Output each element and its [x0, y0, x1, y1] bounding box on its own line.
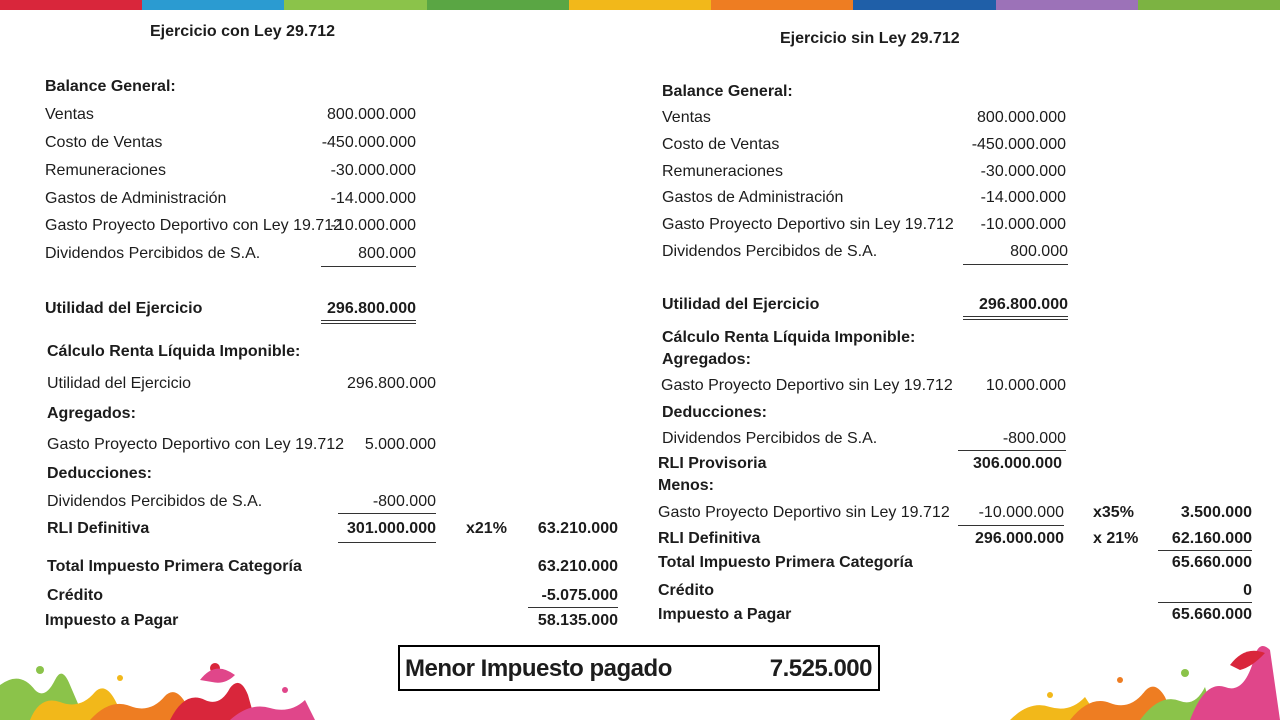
- left-rli-def-tax: 63.210.000: [537, 520, 618, 537]
- right-balance-value: -10.000.000: [980, 216, 1066, 233]
- left-credito-value: -5.075.000: [528, 586, 618, 608]
- left-balance-label: Costo de Ventas: [45, 134, 163, 151]
- left-balance-value: -30.000.000: [330, 162, 416, 179]
- left-rli-utilidad-label: Utilidad del Ejercicio: [47, 375, 192, 392]
- right-rli-def-tax: 62.160.000: [1158, 529, 1252, 551]
- top-color-bar-segment: [427, 0, 569, 10]
- right-balance-title: Balance General:: [662, 83, 793, 100]
- paint-splash-left-icon: [0, 640, 330, 720]
- right-menos-tax: 3.500.000: [1180, 504, 1252, 521]
- right-utilidad-value: 296.800.000: [963, 295, 1068, 320]
- right-pagar-label: Impuesto a Pagar: [658, 606, 792, 623]
- left-agregado-value: 5.000.000: [364, 436, 436, 453]
- top-color-bar-segment: [996, 0, 1138, 10]
- left-balance-label: Remuneraciones: [45, 162, 166, 179]
- left-pagar-value: 58.135.000: [537, 612, 618, 629]
- left-total-value: 63.210.000: [537, 558, 618, 575]
- right-rli-prov-label: RLI Provisoria: [658, 455, 767, 472]
- right-total-label: Total Impuesto Primera Categoría: [658, 554, 913, 571]
- right-rli-def-value: 296.000.000: [975, 530, 1064, 547]
- result-label: Menor Impuesto pagado: [405, 655, 672, 682]
- right-menos-label: Gasto Proyecto Deportivo sin Ley 19.712: [658, 504, 950, 521]
- paint-splash-right-icon: [990, 625, 1280, 720]
- left-rli-def-label: RLI Definitiva: [47, 520, 150, 537]
- right-total-value: 65.660.000: [1171, 554, 1252, 571]
- top-color-bar-segment: [284, 0, 426, 10]
- left-rli-title: Cálculo Renta Líquida Imponible:: [47, 343, 301, 360]
- left-balance-value: -450.000.000: [321, 134, 416, 151]
- result-value: 7.525.000: [769, 655, 872, 682]
- left-credito-label: Crédito: [47, 587, 103, 604]
- top-color-bar-segment: [711, 0, 853, 10]
- left-deduccion-value: -800.000: [338, 492, 436, 514]
- left-rli-utilidad-value: 296.800.000: [347, 375, 436, 392]
- right-balance-value: -450.000.000: [971, 136, 1066, 153]
- left-title: Ejercicio con Ley 29.712: [150, 23, 335, 40]
- right-balance-value: 800.000.000: [977, 109, 1066, 126]
- left-balance-label: Dividendos Percibidos de S.A.: [45, 245, 261, 262]
- left-balance-label: Ventas: [45, 106, 94, 123]
- right-title: Ejercicio sin Ley 29.712: [780, 30, 960, 47]
- left-rate: x21%: [466, 520, 507, 537]
- right-balance-label: Costo de Ventas: [662, 136, 780, 153]
- right-utilidad-label: Utilidad del Ejercicio: [662, 296, 820, 313]
- top-color-bar-segment: [853, 0, 995, 10]
- left-pagar-label: Impuesto a Pagar: [45, 612, 179, 629]
- right-balance-label: Remuneraciones: [662, 163, 783, 180]
- right-agregados-title: Agregados:: [662, 351, 751, 368]
- right-rate: x 21%: [1093, 530, 1139, 547]
- top-color-bar-segment: [142, 0, 284, 10]
- left-balance-label: Gastos de Administración: [45, 190, 227, 207]
- left-agregado-label: Gasto Proyecto Deportivo con Ley 19.712: [47, 436, 345, 453]
- right-rli-def-label: RLI Definitiva: [658, 530, 761, 547]
- right-credito-label: Crédito: [658, 582, 714, 599]
- right-balance-label: Gastos de Administración: [662, 189, 844, 206]
- right-balance-value: -30.000.000: [980, 163, 1066, 180]
- right-deducciones-title: Deducciones:: [662, 404, 767, 421]
- top-color-bar-segment: [569, 0, 711, 10]
- right-agregado-value: 10.000.000: [985, 377, 1066, 394]
- left-total-label: Total Impuesto Primera Categoría: [47, 558, 302, 575]
- right-deduccion-label: Dividendos Percibidos de S.A.: [662, 430, 878, 447]
- top-color-bar-segment: [1138, 0, 1280, 10]
- left-deduccion-label: Dividendos Percibidos de S.A.: [47, 493, 263, 510]
- left-balance-label: Gasto Proyecto Deportivo con Ley 19.712: [45, 217, 343, 234]
- right-balance-label: Dividendos Percibidos de S.A.: [662, 243, 878, 260]
- left-agregados-title: Agregados:: [47, 405, 136, 422]
- right-balance-label: Ventas: [662, 109, 711, 126]
- left-deducciones-title: Deducciones:: [47, 465, 152, 482]
- right-rli-title: Cálculo Renta Líquida Imponible:: [662, 329, 916, 346]
- left-utilidad-label: Utilidad del Ejercicio: [45, 300, 203, 317]
- result-box: [398, 645, 880, 691]
- left-balance-value: 800.000.000: [327, 106, 416, 123]
- right-agregado-label: Gasto Proyecto Deportivo sin Ley 19.712: [661, 377, 953, 394]
- left-utilidad-value: 296.800.000: [321, 299, 416, 324]
- right-menos-rate: x35%: [1093, 504, 1134, 521]
- right-deduccion-value: -800.000: [958, 429, 1066, 451]
- right-menos-value: -10.000.000: [958, 503, 1064, 526]
- right-pagar-value: 65.660.000: [1171, 606, 1252, 623]
- top-color-bar: [0, 0, 1280, 10]
- left-rli-def-value: 301.000.000: [338, 519, 436, 543]
- right-balance-label: Gasto Proyecto Deportivo sin Ley 19.712: [662, 216, 954, 233]
- left-balance-value: -14.000.000: [330, 190, 416, 207]
- left-balance-title: Balance General:: [45, 78, 176, 95]
- right-balance-value: -14.000.000: [980, 189, 1066, 206]
- right-balance-value: 800.000: [963, 242, 1068, 265]
- right-rli-prov-value: 306.000.000: [973, 455, 1062, 472]
- left-balance-value: -10.000.000: [330, 217, 416, 234]
- right-menos-title: Menos:: [658, 477, 714, 494]
- top-color-bar-segment: [0, 0, 142, 10]
- left-balance-value: 800.000: [321, 244, 416, 267]
- right-credito-value: 0: [1158, 581, 1252, 603]
